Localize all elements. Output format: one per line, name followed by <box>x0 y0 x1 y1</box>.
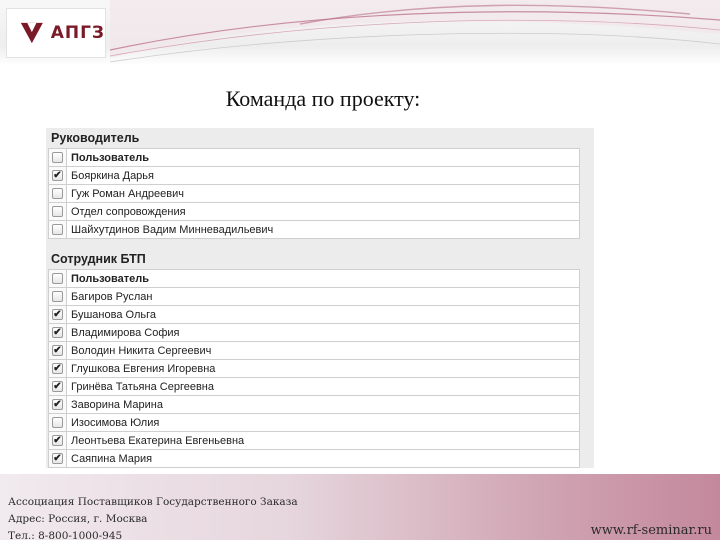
section-heading: Руководитель <box>51 131 140 145</box>
member-checkbox[interactable] <box>52 363 63 374</box>
checkbox-cell <box>49 396 67 413</box>
checkmark-icon: ✔ <box>53 344 62 356</box>
checkmark-icon: ✔ <box>53 169 62 181</box>
member-table <box>48 269 580 468</box>
member-checkbox[interactable] <box>52 345 63 356</box>
checkmark-icon: ✔ <box>53 434 62 446</box>
member-checkbox[interactable] <box>52 170 63 181</box>
select-all-checkbox[interactable] <box>52 152 63 163</box>
checkbox-cell <box>49 149 67 166</box>
member-name: Леонтьева Екатерина Евгеньевна <box>71 434 245 447</box>
checkmark-icon: ✔ <box>53 452 62 464</box>
checkbox-cell <box>49 306 67 323</box>
checkbox-cell <box>49 185 67 202</box>
member-name: Шайхутдинов Вадим Минневадильевич <box>71 223 274 236</box>
member-checkbox[interactable] <box>52 224 63 235</box>
apgz-logo-mark-icon <box>19 20 45 46</box>
column-header-user: Пользователь <box>71 272 150 285</box>
footer-address: Адрес: Россия, г. Москва <box>8 513 148 525</box>
select-all-checkbox[interactable] <box>52 273 63 284</box>
table-row <box>48 288 580 306</box>
checkmark-icon: ✔ <box>53 308 62 320</box>
checkmark-icon: ✔ <box>53 380 62 392</box>
member-name: Изосимова Юлия <box>71 416 160 429</box>
member-name: Гуж Роман Андреевич <box>71 187 184 200</box>
checkbox-cell <box>49 378 67 395</box>
member-name: Володин Никита Сергеевич <box>71 344 212 357</box>
member-checkbox[interactable] <box>52 417 63 428</box>
table-row <box>48 185 580 203</box>
member-name: Бушанова Ольга <box>71 308 156 321</box>
header-swoosh-decoration <box>0 0 720 70</box>
member-checkbox[interactable] <box>52 453 63 464</box>
member-name: Владимирова София <box>71 326 180 339</box>
member-checkbox[interactable] <box>52 327 63 338</box>
table-header-row <box>48 270 580 288</box>
table-row <box>48 450 580 468</box>
checkbox-cell <box>49 221 67 238</box>
member-name: Отдел сопровождения <box>71 205 186 218</box>
checkbox-cell <box>49 432 67 449</box>
member-checkbox[interactable] <box>52 399 63 410</box>
checkbox-cell <box>49 342 67 359</box>
table-row <box>48 324 580 342</box>
member-name: Гринёва Татьяна Сергеевна <box>71 380 214 393</box>
table-row <box>48 378 580 396</box>
table-row <box>48 203 580 221</box>
member-name: Заворина Марина <box>71 398 163 411</box>
table-row <box>48 414 580 432</box>
member-checkbox[interactable] <box>52 188 63 199</box>
table-row <box>48 342 580 360</box>
sections-container <box>48 128 582 468</box>
checkmark-icon: ✔ <box>53 326 62 338</box>
checkbox-cell <box>49 270 67 287</box>
member-checkbox[interactable] <box>52 435 63 446</box>
table-row <box>48 432 580 450</box>
member-name: Саяпина Мария <box>71 452 153 465</box>
checkbox-cell <box>49 450 67 467</box>
member-checkbox[interactable] <box>52 309 63 320</box>
footer-org-name: Ассоциация Поставщиков Государственного Заказа <box>8 496 298 508</box>
section-heading: Сотрудник БТП <box>51 252 146 266</box>
table-row <box>48 221 580 239</box>
footer <box>0 474 720 540</box>
footer-phone: Тел.: 8-800-1000-945 <box>8 530 123 540</box>
column-header-user: Пользователь <box>71 151 150 164</box>
member-name: Глушкова Евгения Игоревна <box>71 362 216 375</box>
footer-url[interactable]: www.rf-seminar.ru <box>590 523 712 538</box>
checkbox-cell <box>49 203 67 220</box>
member-name: Багиров Руслан <box>71 290 153 303</box>
table-row <box>48 396 580 414</box>
member-checkbox[interactable] <box>52 291 63 302</box>
footer-contact-block <box>8 494 298 540</box>
table-row <box>48 306 580 324</box>
checkbox-cell <box>49 414 67 431</box>
checkbox-cell <box>49 360 67 377</box>
checkbox-cell <box>49 288 67 305</box>
member-name: Бояркина Дарья <box>71 169 154 182</box>
member-table <box>48 148 580 239</box>
logo-text: АПГЗ <box>50 23 105 43</box>
member-checkbox[interactable] <box>52 381 63 392</box>
checkmark-icon: ✔ <box>53 398 62 410</box>
member-checkbox[interactable] <box>52 206 63 217</box>
slide-title: Команда по проекту: <box>225 86 421 111</box>
table-row <box>48 360 580 378</box>
table-header-row <box>48 149 580 167</box>
logo <box>6 8 106 58</box>
table-row <box>48 167 580 185</box>
team-screenshot-panel <box>46 128 594 468</box>
checkmark-icon: ✔ <box>53 362 62 374</box>
checkbox-cell <box>49 324 67 341</box>
checkbox-cell <box>49 167 67 184</box>
